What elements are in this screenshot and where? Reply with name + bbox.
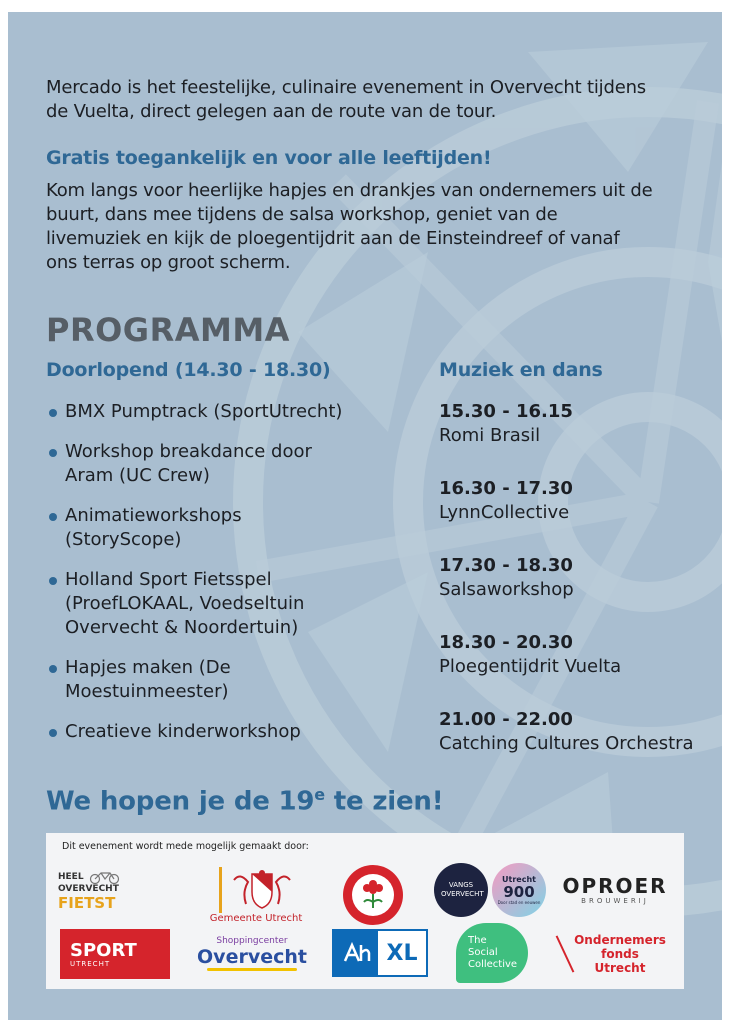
closing-message xyxy=(46,778,443,819)
closing-text: We hopen je de 19 xyxy=(46,786,315,817)
logo-text: XL xyxy=(386,940,418,966)
slot-act: Romi Brasil xyxy=(439,425,541,446)
divider xyxy=(219,867,222,913)
logo-text: fonds xyxy=(601,947,639,961)
logo-text: SPORT xyxy=(70,939,137,961)
list-item: Workshop breakdance door Aram (UC Crew) xyxy=(46,440,315,488)
music-schedule xyxy=(439,400,719,785)
list-item: Animatieworkshops (StoryScope) xyxy=(46,504,235,552)
slot-time: 15.30 - 16.15 xyxy=(439,401,573,422)
logo-text: UTRECHT xyxy=(70,959,111,968)
event-description: Kom langs voor heerlijke hapjes en drankjes van ondernemers uit de buurt, dans mee tijdens de salsa workshop, geniet van de livemuziek en kijk de ploegentijdrit aan de Einsteindreef of vanaf ons terras op groot scherm. xyxy=(46,180,653,273)
slot-act: Catching Cultures Orchestra xyxy=(439,733,694,754)
slot-act: LynnCollective xyxy=(439,502,570,523)
sport-utrecht-logo xyxy=(60,929,170,979)
flower-seal-icon xyxy=(342,864,404,926)
logo-text: The xyxy=(468,935,487,946)
schedule-slot xyxy=(439,554,719,631)
social-collective-logo xyxy=(456,923,528,983)
sponsor-title: Dit evenement wordt mede mogelijk gemaakt door: xyxy=(62,841,309,852)
ongoing-heading: Doorlopend (14.30 - 18.30) xyxy=(46,359,331,381)
logo-text: OPROER xyxy=(562,874,668,898)
coat-of-arms-icon xyxy=(230,870,294,910)
logo-text: Utrecht xyxy=(594,961,646,975)
logo-text: Collective xyxy=(468,959,518,970)
slot-time: 18.30 - 20.30 xyxy=(439,632,573,653)
list-item: Holland Sport Fietsspel (ProefLOKAAL, Voedseltuin Overvecht & Noordertuin) xyxy=(46,568,335,640)
gemeente-utrecht-logo xyxy=(196,865,316,925)
logo-text: Ondernemers xyxy=(574,933,666,947)
slot-act: Salsaworkshop xyxy=(439,579,574,600)
slot-time: 17.30 - 18.30 xyxy=(439,555,573,576)
logo-text: BROUWERIJ xyxy=(581,897,649,905)
intro-text: Mercado is het feestelijke, culinaire evenement in Overvecht tijdens de Vuelta, direct gelegen aan de route van de tour. xyxy=(46,77,646,122)
list-item: Hapjes maken (De Moestuinmeester) xyxy=(46,656,255,704)
list-item: Creatieve kinderworkshop xyxy=(46,720,406,744)
schedule-slot xyxy=(439,631,719,708)
logo-text: Overvecht xyxy=(197,945,307,968)
logo-text: HEEL xyxy=(58,872,84,882)
sponsor-panel xyxy=(46,833,684,989)
oproer-logo xyxy=(552,867,678,913)
shoppingcenter-overvecht-logo xyxy=(192,929,312,977)
closing-superscript: e xyxy=(314,785,325,804)
logo-text: Shoppingcenter xyxy=(216,935,288,946)
slash-mark xyxy=(556,935,575,972)
underline-swoosh xyxy=(207,968,297,971)
logo-text: FIETST xyxy=(58,894,116,912)
slot-act: Ploegentijdrit Vuelta xyxy=(439,656,622,677)
list-item: BMX Pumptrack (SportUtrecht) xyxy=(46,400,406,424)
music-heading: Muziek en dans xyxy=(439,359,603,381)
closing-text-end: te zien! xyxy=(324,786,444,817)
heel-overvecht-fietst-logo xyxy=(58,863,168,919)
schedule-slot xyxy=(439,400,719,477)
slot-time: 21.00 - 22.00 xyxy=(439,709,573,730)
bicycle-icon xyxy=(88,870,122,884)
logo-text: Gemeente Utrecht xyxy=(209,912,303,924)
program-heading: PROGRAMMA xyxy=(46,311,290,349)
utrecht-900-logo xyxy=(492,863,546,917)
logo-text: Door stad en eeuwen xyxy=(497,899,541,905)
logo-text: VANGS OVERVECHT xyxy=(441,881,484,898)
flyer xyxy=(8,12,722,1020)
schedule-slot xyxy=(439,477,719,554)
logo-text: Social xyxy=(468,947,498,958)
ongoing-list xyxy=(46,400,406,760)
schedule-slot xyxy=(439,708,719,785)
logo-text: OVERVECHT xyxy=(58,884,119,894)
ah-icon xyxy=(334,931,378,975)
ondernemersfonds-utrecht-logo xyxy=(550,929,680,979)
slot-time: 16.30 - 17.30 xyxy=(439,478,573,499)
foundation-seal-logo xyxy=(338,863,408,927)
logo-text: Utrecht xyxy=(502,874,536,884)
albert-heijn-xl-logo xyxy=(332,929,428,977)
vangs-overvecht-logo xyxy=(434,863,488,917)
free-entry-highlight: Gratis toegankelijk en voor alle leeftijden! xyxy=(46,147,492,169)
logo-text: 900 xyxy=(503,882,535,901)
